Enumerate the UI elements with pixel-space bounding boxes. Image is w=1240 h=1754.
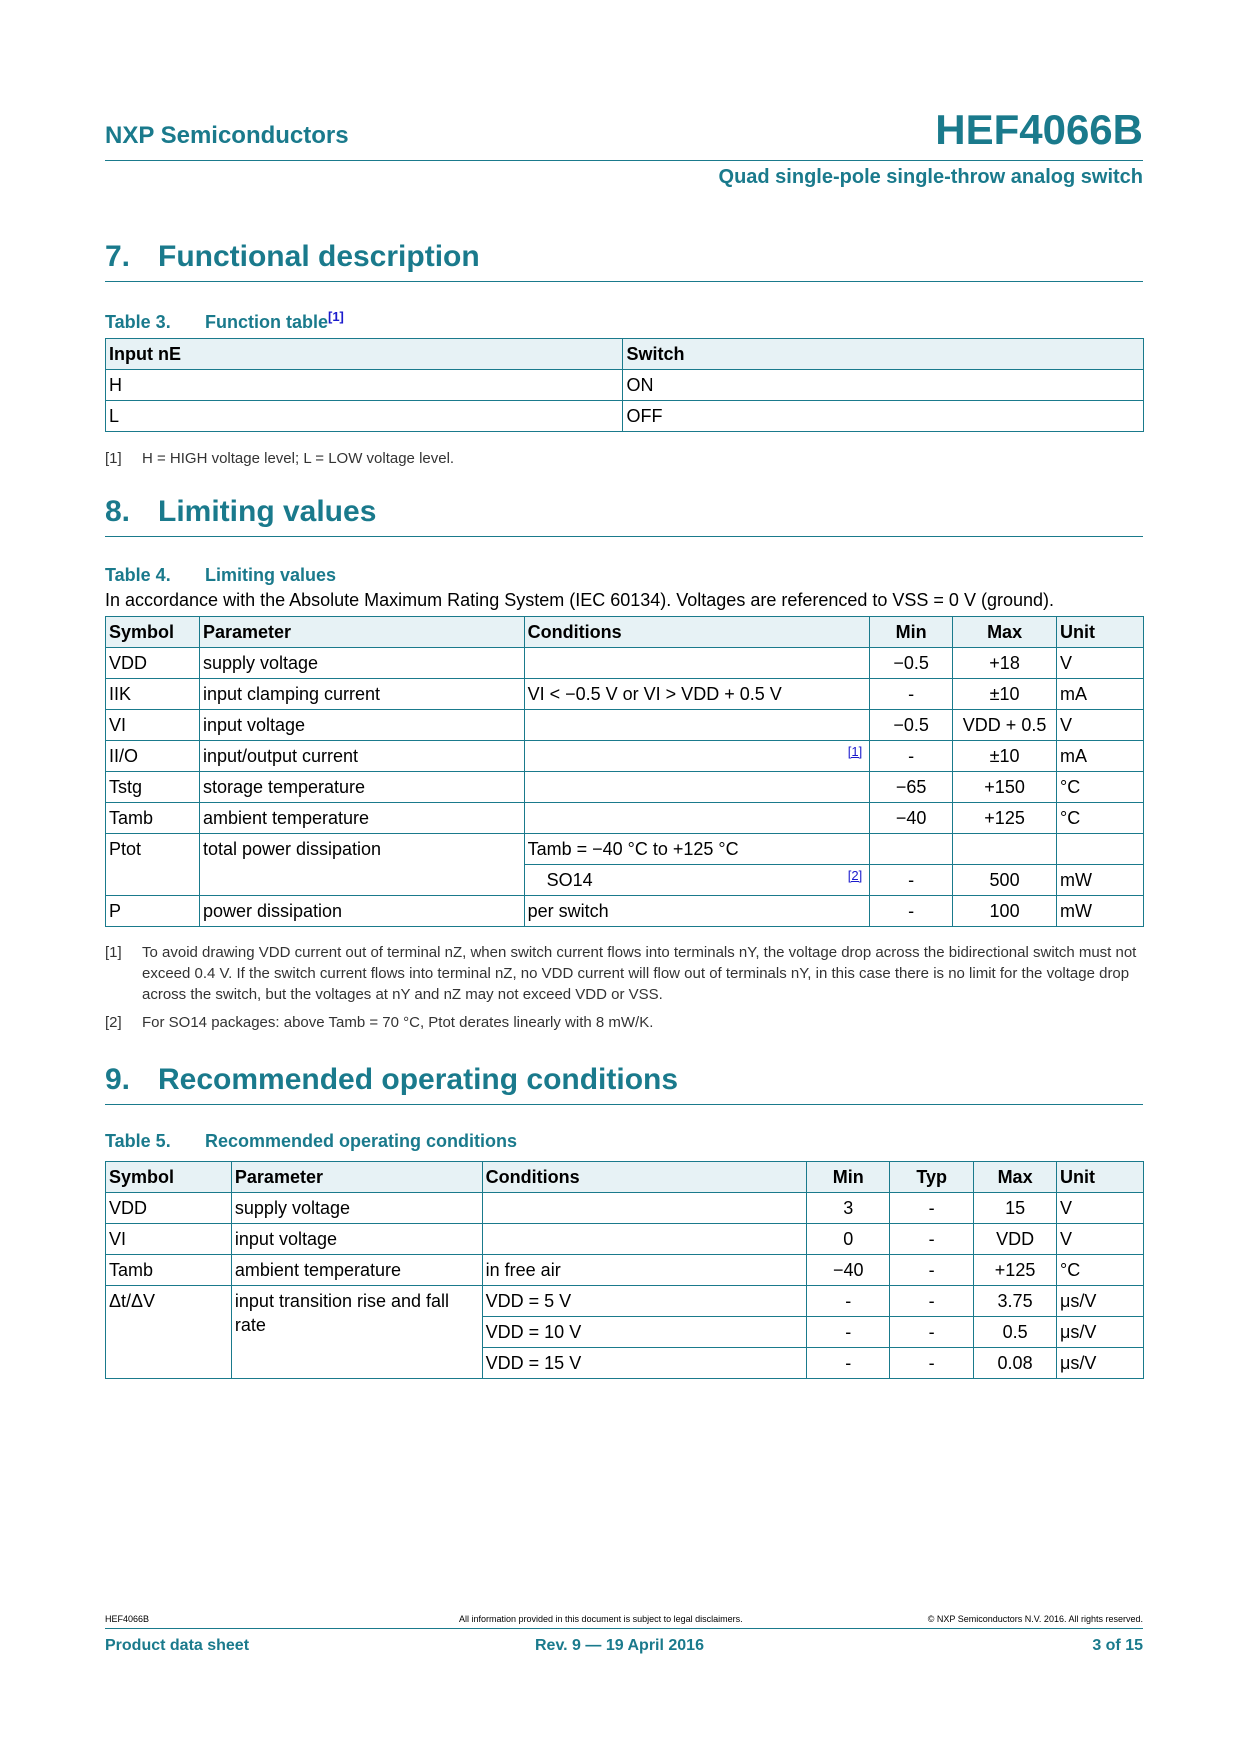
conditions-cell: Tamb = −40 °C to +125 °C [524,834,870,865]
min-cell: - [870,865,953,896]
symbol-cell: Tamb [106,803,200,834]
footer-revision: Rev. 9 — 19 April 2016 [535,1637,704,1654]
table-row [106,803,1144,834]
min-cell: −40 [807,1255,890,1286]
column-header: Typ [890,1162,974,1193]
footer-disclaimer: All information provided in this document is subject to legal disclaimers. [459,1614,743,1624]
table-row [106,1255,1144,1286]
unit-cell: μs/V [1057,1348,1144,1379]
max-cell: 3.75 [974,1286,1057,1317]
typ-cell: - [890,1255,974,1286]
unit-cell: V [1057,1193,1144,1224]
column-header: Conditions [482,1162,807,1193]
max-cell: +125 [953,803,1057,834]
unit-cell [1057,834,1144,865]
min-cell: - [870,741,953,772]
table-row [106,1224,1144,1255]
table-row [106,679,1144,710]
table-3-caption [105,309,344,333]
header-divider [105,160,1143,161]
column-header: Parameter [199,617,524,648]
table-title: Recommended operating conditions [205,1131,518,1151]
footnote-link[interactable]: [1] [328,309,344,324]
table-cell: OFF [623,401,1144,432]
max-cell: ±10 [953,741,1057,772]
section-title: Functional description [158,240,480,273]
column-header: Symbol [106,1162,232,1193]
table-header-row [106,1162,1144,1193]
typ-cell: - [890,1193,974,1224]
symbol-cell: II/O [106,741,200,772]
footnote-number: [1] [105,944,122,961]
unit-cell: mW [1057,896,1144,927]
table-row [106,401,1144,432]
parameter-cell: input clamping current [199,679,524,710]
company-name: NXP Semiconductors [105,122,349,149]
operating-conditions-table [105,1161,1144,1379]
unit-cell: mA [1057,679,1144,710]
table-cell: L [106,401,623,432]
conditions-cell: in free air [482,1255,807,1286]
footnote-number: [1] [105,450,122,467]
max-cell: 15 [974,1193,1057,1224]
parameter-cell: input transition rise and fall rate [231,1286,482,1379]
conditions-cell [524,803,870,834]
max-cell: 500 [953,865,1057,896]
table-row [106,896,1144,927]
table-5-caption [105,1131,517,1152]
conditions-cell: VDD = 5 V [482,1286,807,1317]
conditions-cell [524,772,870,803]
symbol-cell: VI [106,1224,232,1255]
table-row [106,370,1144,401]
section-number: 7. [105,240,131,273]
table-4-caption [105,565,336,586]
footnote-number: [2] [105,1014,122,1031]
symbol-cell: VDD [106,648,200,679]
max-cell: VDD [974,1224,1057,1255]
unit-cell: V [1057,648,1144,679]
parameter-cell: power dissipation [199,896,524,927]
footnote-link[interactable]: [1] [847,744,863,759]
max-cell: +125 [974,1255,1057,1286]
max-cell: VDD + 0.5 [953,710,1057,741]
unit-cell: μs/V [1057,1317,1144,1348]
footer-divider [105,1628,1143,1629]
table-row [106,741,1144,772]
footer-doc-id: HEF4066B [105,1614,150,1624]
conditions-text: VI < −0.5 V or VI > VDD + 0.5 V [527,684,782,704]
footnote [105,448,1143,469]
min-cell: −0.5 [870,710,953,741]
unit-cell: mW [1057,865,1144,896]
min-cell: - [870,679,953,710]
footnote-text: To avoid drawing VDD current out of terminal nZ, when switch current flows into terminals nY, the voltage drop across the bidirectional switch must not exceed 0.4 V. If the switch current flows into terminal nZ, no VDD current will flow out of terminals nY, in this case there is no limit for the voltage drop across the switch, but the voltages at nY and nZ may not exceed VDD or VSS. [142,944,1137,1003]
max-cell [953,834,1057,865]
parameter-cell: input voltage [199,710,524,741]
footnote [105,1012,1143,1033]
max-cell: 0.08 [974,1348,1057,1379]
symbol-cell: P [106,896,200,927]
parameter-cell: total power dissipation [199,834,524,896]
part-number: HEF4066B [935,106,1143,153]
footnote-text: For SO14 packages: above Tamb = 70 °C, Ptot derates linearly with 8 mW/K. [142,1014,654,1031]
section-divider [105,536,1143,537]
max-cell: 0.5 [974,1317,1057,1348]
conditions-cell [524,648,870,679]
conditions-cell [482,1224,807,1255]
conditions-cell [524,741,870,772]
footer-doc-type: Product data sheet [105,1637,250,1654]
parameter-cell: ambient temperature [231,1255,482,1286]
section-number: 8. [105,495,131,528]
symbol-cell: VI [106,710,200,741]
min-cell: −0.5 [870,648,953,679]
table-cell: ON [623,370,1144,401]
table-cell: H [106,370,623,401]
min-cell: 3 [807,1193,890,1224]
table-title: Function table [205,312,328,332]
symbol-cell: Tstg [106,772,200,803]
typ-cell: - [890,1224,974,1255]
section-7-heading [105,240,480,274]
unit-cell: °C [1057,772,1144,803]
unit-cell: °C [1057,803,1144,834]
unit-cell: °C [1057,1255,1144,1286]
parameter-cell: ambient temperature [199,803,524,834]
footnote-text: H = HIGH voltage level; L = LOW voltage level. [142,450,455,467]
unit-cell: V [1057,710,1144,741]
typ-cell: - [890,1317,974,1348]
conditions-cell [482,1193,807,1224]
conditions-cell [524,710,870,741]
max-cell: +150 [953,772,1057,803]
typ-cell: - [890,1348,974,1379]
max-cell: +18 [953,648,1057,679]
section-9-heading [105,1063,678,1097]
section-divider [105,1104,1143,1105]
unit-cell: V [1057,1224,1144,1255]
column-header: Max [974,1162,1057,1193]
typ-cell: - [890,1286,974,1317]
package-label: SO14 [546,870,593,890]
min-cell: 0 [807,1224,890,1255]
column-header: Switch [623,339,1144,370]
column-header: Parameter [231,1162,482,1193]
document-subtitle: Quad single-pole single-throw analog switch [718,166,1143,188]
symbol-cell: VDD [106,1193,232,1224]
column-header: Unit [1057,617,1144,648]
limiting-values-table [105,616,1144,927]
parameter-cell: input voltage [231,1224,482,1255]
table-row [106,648,1144,679]
column-header: Min [870,617,953,648]
table-number: Table 5. [105,1131,171,1151]
symbol-cell: Tamb [106,1255,232,1286]
parameter-cell: supply voltage [199,648,524,679]
column-header: Unit [1057,1162,1144,1193]
footnote [105,942,1143,1005]
section-8-heading [105,495,376,529]
min-cell: - [807,1286,890,1317]
parameter-cell: storage temperature [199,772,524,803]
table-number: Table 4. [105,565,171,585]
conditions-cell: per switch [524,896,870,927]
max-cell: ±10 [953,679,1057,710]
min-cell: −40 [870,803,953,834]
column-header: Input nE [106,339,623,370]
section-title: Limiting values [158,495,377,528]
symbol-cell: Ptot [106,834,200,896]
conditions-cell [524,865,870,896]
table-row [106,772,1144,803]
table-header-row [106,617,1144,648]
table-title: Limiting values [205,565,337,585]
section-divider [105,281,1143,282]
min-cell: - [870,896,953,927]
footnote-link[interactable]: [2] [847,868,863,883]
table-row [106,1286,1144,1317]
max-cell: 100 [953,896,1057,927]
column-header: Min [807,1162,890,1193]
section-number: 9. [105,1063,131,1096]
min-cell: - [807,1348,890,1379]
table-header-row [106,339,1144,370]
min-cell [870,834,953,865]
conditions-cell: VDD = 15 V [482,1348,807,1379]
parameter-cell: supply voltage [231,1193,482,1224]
table-row [106,1193,1144,1224]
parameter-cell: input/output current [199,741,524,772]
symbol-cell: Δt/ΔV [106,1286,232,1379]
column-header: Max [953,617,1057,648]
min-cell: −65 [870,772,953,803]
footer-copyright: © NXP Semiconductors N.V. 2016. All rights reserved. [927,1614,1143,1624]
unit-cell: μs/V [1057,1286,1144,1317]
table-row [106,834,1144,865]
column-header: Symbol [106,617,200,648]
min-cell: - [807,1317,890,1348]
conditions-cell: VDD = 10 V [482,1317,807,1348]
section-title: Recommended operating conditions [158,1063,679,1096]
unit-cell: mA [1057,741,1144,772]
function-table [105,338,1144,432]
column-header: Conditions [524,617,870,648]
conditions-cell [524,679,870,710]
table-number: Table 3. [105,312,171,332]
table-4-subtitle: In accordance with the Absolute Maximum Rating System (IEC 60134). Voltages are referenced to VSS = 0 V (ground). [105,590,1054,610]
table-row [106,710,1144,741]
footer-page-number: 3 of 15 [1092,1637,1143,1654]
symbol-cell: IIK [106,679,200,710]
